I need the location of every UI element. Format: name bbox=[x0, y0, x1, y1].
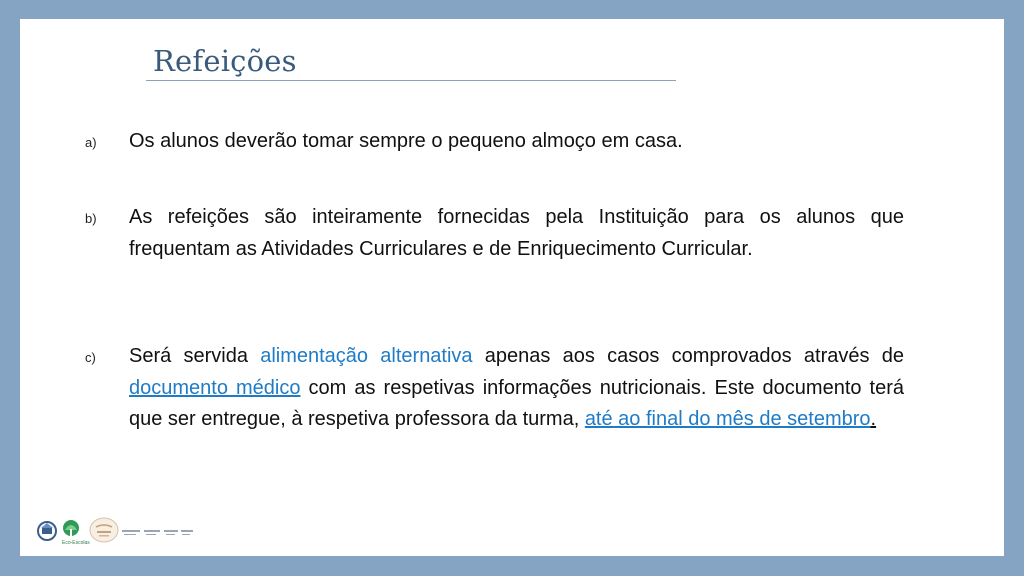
list-item-text bbox=[129, 341, 904, 436]
footer-logos bbox=[36, 517, 196, 547]
list-marker: a) bbox=[85, 135, 97, 150]
eco-escolas-logo bbox=[62, 520, 90, 546]
link-deadline[interactable]: até ao final do mês de setembro bbox=[584, 408, 871, 430]
title-underline bbox=[146, 80, 676, 81]
list-marker: c) bbox=[85, 350, 96, 365]
link-documento-medico[interactable]: documento médico bbox=[129, 376, 301, 399]
school-emblem-logo bbox=[38, 522, 56, 540]
highlighted-term: alimentação alternativa bbox=[260, 345, 473, 367]
text-segment: Será servida bbox=[129, 345, 261, 367]
list-marker: b) bbox=[85, 211, 97, 226]
text-segment: com as respetivas informações nutricionais. Este documento terá que ser entregue, à respetiva professora da turma, bbox=[129, 376, 905, 430]
text-segment: apenas aos casos comprovados através de bbox=[472, 345, 904, 367]
eco-escolas-label: Eco-Escolas bbox=[62, 540, 90, 546]
slide bbox=[20, 19, 1004, 556]
slide-title: Refeições bbox=[153, 44, 297, 78]
partner-seal-logo bbox=[90, 518, 118, 542]
partner-logos-strip bbox=[122, 530, 193, 535]
list-item-text: As refeições são inteiramente fornecidas pela Instituição para os alunos que frequentam as Atividades Curriculares e de Enriquecimento Curricular. bbox=[129, 206, 904, 260]
text-segment: . bbox=[870, 408, 877, 430]
list-item-text: Os alunos deverão tomar sempre o pequeno almoço em casa. bbox=[129, 130, 683, 152]
